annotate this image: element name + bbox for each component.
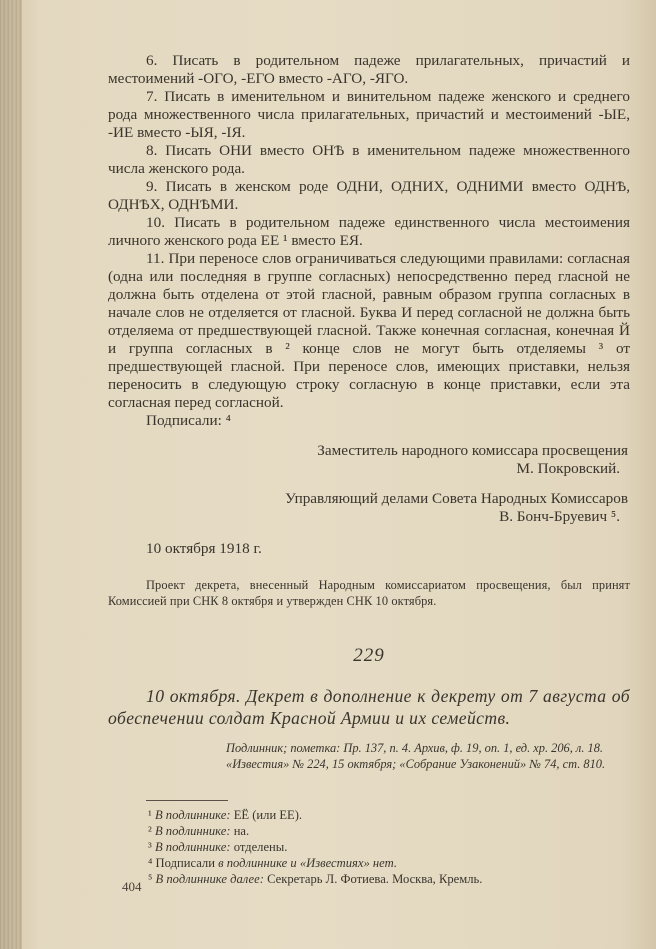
decree-paragraph-6: 6. Писать в родительном падеже прилагательных, причастий и местоимений -ОГО, -ЕГО вместо -АГО, -ЯГО. <box>108 52 630 87</box>
signatory-name: В. Бонч-Бруевич ⁵. <box>499 508 620 525</box>
signed-label: Подписали: ⁴ <box>146 412 231 429</box>
signatory-2 <box>108 490 630 526</box>
page-number: 404 <box>122 879 142 894</box>
document-heading: 10 октября. Декрет в дополнение к декрету от 7 августа об обеспечении солдат Красной Армии и их семейств. <box>108 686 630 728</box>
footnote-mark: ² <box>148 824 152 838</box>
signatory-name: М. Покровский. <box>516 460 620 477</box>
footnote <box>148 871 630 887</box>
signatory-1 <box>108 442 630 478</box>
footnotes <box>148 807 630 887</box>
signatory-title: Заместитель народного комиссара просвещения <box>317 442 628 459</box>
footnote <box>148 855 630 871</box>
editorial-note: Проект декрета, внесенный Народным комиссариатом просвещения, был принят Комиссией при СНК 8 октября и утвержден СНК 10 октября. <box>108 578 630 608</box>
decree-paragraph-9: 9. Писать в женском роде ОДНИ, ОДНИХ, ОДНИМИ вместо ОДНѢ, ОДНѢХ, ОДНѢМИ. <box>108 178 630 213</box>
page-stack-edge <box>0 0 22 949</box>
footnote-text: на. <box>233 824 250 838</box>
footnote <box>148 823 630 839</box>
footnote-mark: ⁵ <box>148 872 153 886</box>
footnote-mark: ³ <box>148 840 152 854</box>
footnote-label: В подлиннике далее: <box>155 872 264 886</box>
footnote <box>148 807 630 823</box>
source-line: Подлинник; пометка: Пр. 137, п. 4. Архив, ф. 19, оп. 1, ед. хр. 206, л. 18. <box>226 741 604 755</box>
footnote-label: Подписали <box>155 856 215 870</box>
footnote-label: В подлиннике: <box>154 808 231 822</box>
decree-date: 10 октября 1918 г. <box>146 540 262 557</box>
decree-paragraph-10: 10. Писать в родительном падеже единственного числа местоимения личного женского рода ЕЕ ¹ вместо ЕЯ. <box>108 214 630 249</box>
document-number: 229 <box>353 645 385 666</box>
source-line: «Известия» № 224, 15 октября; «Собрание Узаконений» № 74, ст. 810. <box>226 756 606 771</box>
page-content <box>108 52 630 887</box>
decree-paragraph-11: 11. При переносе слов ограничиваться следующими правилами: согласная (одна или последняя в группе согласных) непосредственно перед гласной не должна быть отделена от этой гласной, равным образом группа согласных в начале слов не отделяется от гласной. Буква И перед согласной не должна быть отделяема от предшествующей гласной. Также конечная согласная, конечная Й и группа согласных в ² конце слов не могут быть отделяемы ³ от предшествующей гласной. При переносе слов, имеющих приставки, нельзя переносить в следующую строку согласную в конце приставки, если эта согласная перед согласной. <box>108 250 630 411</box>
source-reference <box>226 741 630 772</box>
footnote-mark: ⁴ <box>148 856 153 870</box>
footnote-label: В подлиннике: <box>154 840 231 854</box>
signatory-title: Управляющий делами Совета Народных Комиссаров <box>285 490 628 507</box>
footnote-text: ЕЁ (или ЕЕ). <box>233 808 303 822</box>
footnote-mark: ¹ <box>148 808 152 822</box>
footnote <box>148 839 630 855</box>
footnote-divider <box>146 800 228 801</box>
footnote-text: в подлиннике и «Известиях» нет. <box>218 856 397 870</box>
decree-paragraph-7: 7. Писать в именительном и винительном падеже женского и среднего рода множественного числа прилагательных, причастий и местоимений -ЫЕ, -ИЕ вместо -ЫЯ, -IЯ. <box>108 88 630 141</box>
decree-paragraph-8: 8. Писать ОНИ вместо ОНѢ в именительном падеже множественного числа женского рода. <box>108 142 630 177</box>
footnote-label: В подлиннике: <box>154 824 231 838</box>
footnote-text: Секретарь Л. Фотиева. Москва, Кремль. <box>267 872 483 886</box>
footnote-text: отделены. <box>233 840 288 854</box>
